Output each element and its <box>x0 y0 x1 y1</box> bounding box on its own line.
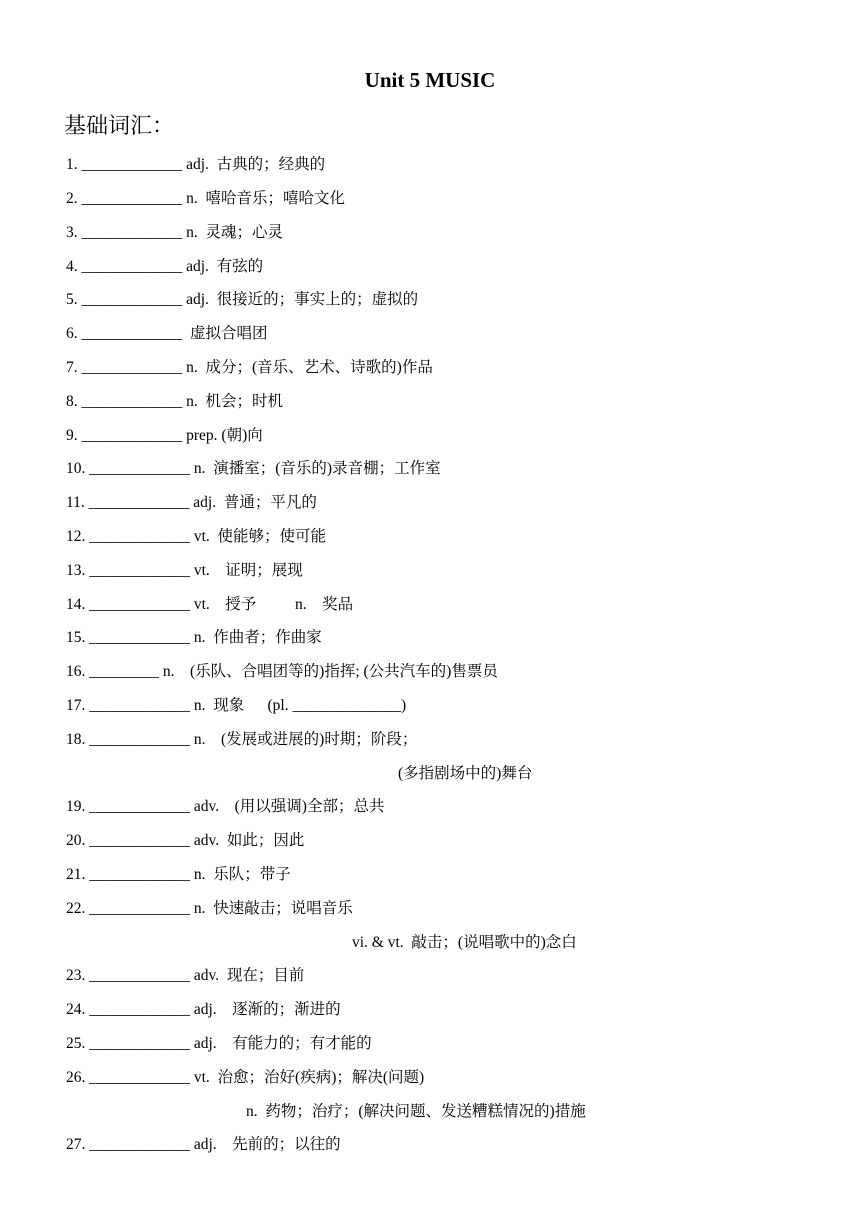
vocab-item <box>66 493 317 513</box>
vocab-item <box>66 1135 341 1155</box>
vocab-item-text: 15. _____________ n. 作曲者；作曲家 <box>66 629 322 646</box>
vocab-item <box>66 561 303 581</box>
vocab-item-text: 25. _____________ adj. 有能力的；有才能的 <box>66 1035 372 1052</box>
vocab-item-text: 6. _____________ 虚拟合唱团 <box>66 325 268 342</box>
vocab-item <box>66 155 325 175</box>
vocab-item <box>66 223 283 243</box>
vocab-item-text: (多指剧场中的)舞台 <box>398 765 533 782</box>
vocab-item-text: 18. _____________ n. (发展或进展的)时期；阶段； <box>66 731 418 748</box>
vocab-item-text: vi. & vt. 敲击；(说唱歌中的)念白 <box>352 934 577 951</box>
vocab-item-text: 7. _____________ n. 成分；(音乐、艺术、诗歌的)作品 <box>66 359 433 376</box>
vocab-item <box>66 696 406 716</box>
vocab-item <box>66 662 498 682</box>
vocab-item-text: 2. _____________ n. 嘻哈音乐；嘻哈文化 <box>66 190 346 207</box>
vocab-item-text: 17. _____________ n. 现象 (pl. ______________) <box>66 697 407 714</box>
vocab-item-text: 4. _____________ adj. 有弦的 <box>66 258 264 275</box>
vocab-item <box>66 797 384 817</box>
vocab-item-text: 20. _____________ adv. 如此；因此 <box>66 832 305 849</box>
vocab-item <box>66 1034 372 1054</box>
vocab-item-text: 19. _____________ adv. (用以强调)全部；总共 <box>66 798 385 815</box>
vocab-item-continuation <box>246 1102 586 1122</box>
vocab-item-text: 23. _____________ adv. 现在；目前 <box>66 967 305 984</box>
vocab-item <box>66 290 418 310</box>
vocab-item <box>66 358 433 378</box>
vocab-item-text: 27. _____________ adj. 先前的；以往的 <box>66 1136 341 1153</box>
vocab-item-text: 12. _____________ vt. 使能够；使可能 <box>66 528 327 545</box>
vocab-item <box>66 189 345 209</box>
vocab-item <box>66 459 441 479</box>
vocab-item-text: 26. _____________ vt. 治愈；治好(疾病)；解决(问题) <box>66 1069 425 1086</box>
vocab-item-text: 21. _____________ n. 乐队；带子 <box>66 866 291 883</box>
vocab-item-text: 9. _____________ prep. (朝)向 <box>66 427 263 444</box>
vocab-item <box>66 527 326 547</box>
vocab-item <box>66 426 263 446</box>
vocab-item-text: 22. _____________ n. 快速敲击；说唱音乐 <box>66 900 353 917</box>
vocab-item-continuation <box>398 764 532 784</box>
vocab-item <box>66 865 291 885</box>
page-title: Unit 5 MUSIC <box>364 68 496 92</box>
vocab-item-text: 5. _____________ adj. 很接近的；事实上的；虚拟的 <box>66 291 419 308</box>
vocab-item <box>66 392 283 412</box>
vocab-item-text: 24. _____________ adj. 逐渐的；渐进的 <box>66 1001 341 1018</box>
vocab-item <box>66 1000 341 1020</box>
vocab-item-text: 8. _____________ n. 机会；时机 <box>66 393 284 410</box>
vocab-item <box>66 595 353 615</box>
vocab-item-text: 11. _____________ adj. 普通；平凡的 <box>66 494 317 511</box>
vocab-item-text: 13. _____________ vt. 证明；展现 <box>66 562 303 579</box>
vocab-item-text: 1. _____________ adj. 古典的；经典的 <box>66 156 326 173</box>
vocab-item <box>66 831 304 851</box>
vocab-item-text: n. 药物；治疗；(解决问题、发送糟糕情况的)措施 <box>246 1103 586 1120</box>
vocab-item-text: 16. _________ n. (乐队、合唱团等的)指挥; (公共汽车的)售票员 <box>66 663 498 680</box>
vocab-item <box>66 899 353 919</box>
vocab-item <box>66 966 304 986</box>
vocab-item-text: 14. _____________ vt. 授予 n. 奖品 <box>66 596 354 613</box>
vocab-item-text: 10. _____________ n. 演播室；(音乐的)录音棚；工作室 <box>66 460 441 477</box>
vocab-item <box>66 257 263 277</box>
vocab-item <box>66 730 417 750</box>
vocab-item-text: 3. _____________ n. 灵魂；心灵 <box>66 224 284 241</box>
vocab-item <box>66 324 268 344</box>
vocab-item <box>66 628 322 648</box>
vocab-item <box>66 1068 424 1088</box>
vocab-item-continuation <box>352 933 577 953</box>
section-heading: 基础词汇： <box>64 114 175 139</box>
